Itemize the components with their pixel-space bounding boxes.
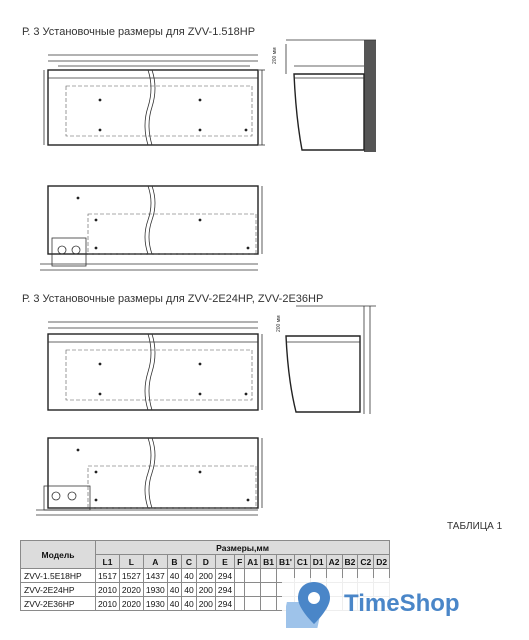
unit2-front-view [48, 322, 262, 410]
sizes-header: Размеры,мм [96, 541, 390, 555]
model-header: Модель [21, 541, 96, 569]
column-header: L [119, 555, 143, 569]
size-cell: 1930 [143, 597, 167, 611]
size-cell: 1527 [119, 569, 143, 583]
size-cell: 1930 [143, 583, 167, 597]
column-header: C1 [294, 555, 310, 569]
size-cell: 294 [215, 597, 234, 611]
size-cell: 2010 [96, 583, 120, 597]
column-header: B1' [277, 555, 295, 569]
size-cell: 1437 [143, 569, 167, 583]
size-cell: 2020 [119, 597, 143, 611]
column-header: C2 [358, 555, 374, 569]
size-cell: 294 [215, 569, 234, 583]
size-cell [261, 569, 277, 583]
size-cell [261, 597, 277, 611]
column-header: A [143, 555, 167, 569]
size-cell: 200 [196, 583, 215, 597]
size-cell [245, 597, 261, 611]
column-header: E [215, 555, 234, 569]
unit1-front-view [44, 55, 265, 145]
section2-heading: Р. 3 Установочные размеры для ZVV-2E24HP, ZVV-2E36HP [22, 293, 324, 305]
column-header: B [167, 555, 181, 569]
size-cell: 200 [196, 569, 215, 583]
size-cell [261, 583, 277, 597]
size-cell [245, 583, 261, 597]
size-cell: 294 [215, 583, 234, 597]
column-header: D [196, 555, 215, 569]
column-header: F [235, 555, 245, 569]
size-cell: 2010 [96, 597, 120, 611]
section1-heading: Р. 3 Установочные размеры для ZVV-1.518HP [22, 26, 256, 38]
column-header: A2 [326, 555, 342, 569]
model-cell: ZVV-2E24HP [21, 583, 96, 597]
unit1-mounting-plate [40, 186, 262, 270]
size-cell: 2020 [119, 583, 143, 597]
size-cell: 40 [167, 569, 181, 583]
size-cell [235, 597, 245, 611]
map-pin-icon [286, 578, 342, 634]
size-cell: 40 [167, 583, 181, 597]
unit1-side-view [272, 40, 376, 152]
table-title: ТАБЛИЦА 1 [447, 521, 503, 532]
column-header: L1 [96, 555, 120, 569]
size-cell: 40 [167, 597, 181, 611]
column-header: B1 [261, 555, 277, 569]
logo-text: TimeShop [344, 590, 460, 617]
size-cell [245, 569, 261, 583]
model-cell: ZVV-1.5E18HP [21, 569, 96, 583]
column-header: B2 [342, 555, 358, 569]
svg-text:200 мм: 200 мм [272, 47, 278, 64]
svg-text:200 мм: 200 мм [276, 315, 282, 332]
column-header: C [182, 555, 196, 569]
model-cell: ZVV-2E36HP [21, 597, 96, 611]
size-cell [235, 583, 245, 597]
size-cell: 40 [182, 569, 196, 583]
size-cell: 200 [196, 597, 215, 611]
timeshop-logo [282, 578, 482, 634]
unit2-side-view [276, 306, 376, 414]
column-header: D2 [374, 555, 390, 569]
size-cell: 1517 [96, 569, 120, 583]
size-cell: 40 [182, 597, 196, 611]
column-header: A1 [245, 555, 261, 569]
size-cell: 40 [182, 583, 196, 597]
unit2-mounting-plate [36, 438, 262, 515]
size-cell [235, 569, 245, 583]
column-header: D1 [310, 555, 326, 569]
